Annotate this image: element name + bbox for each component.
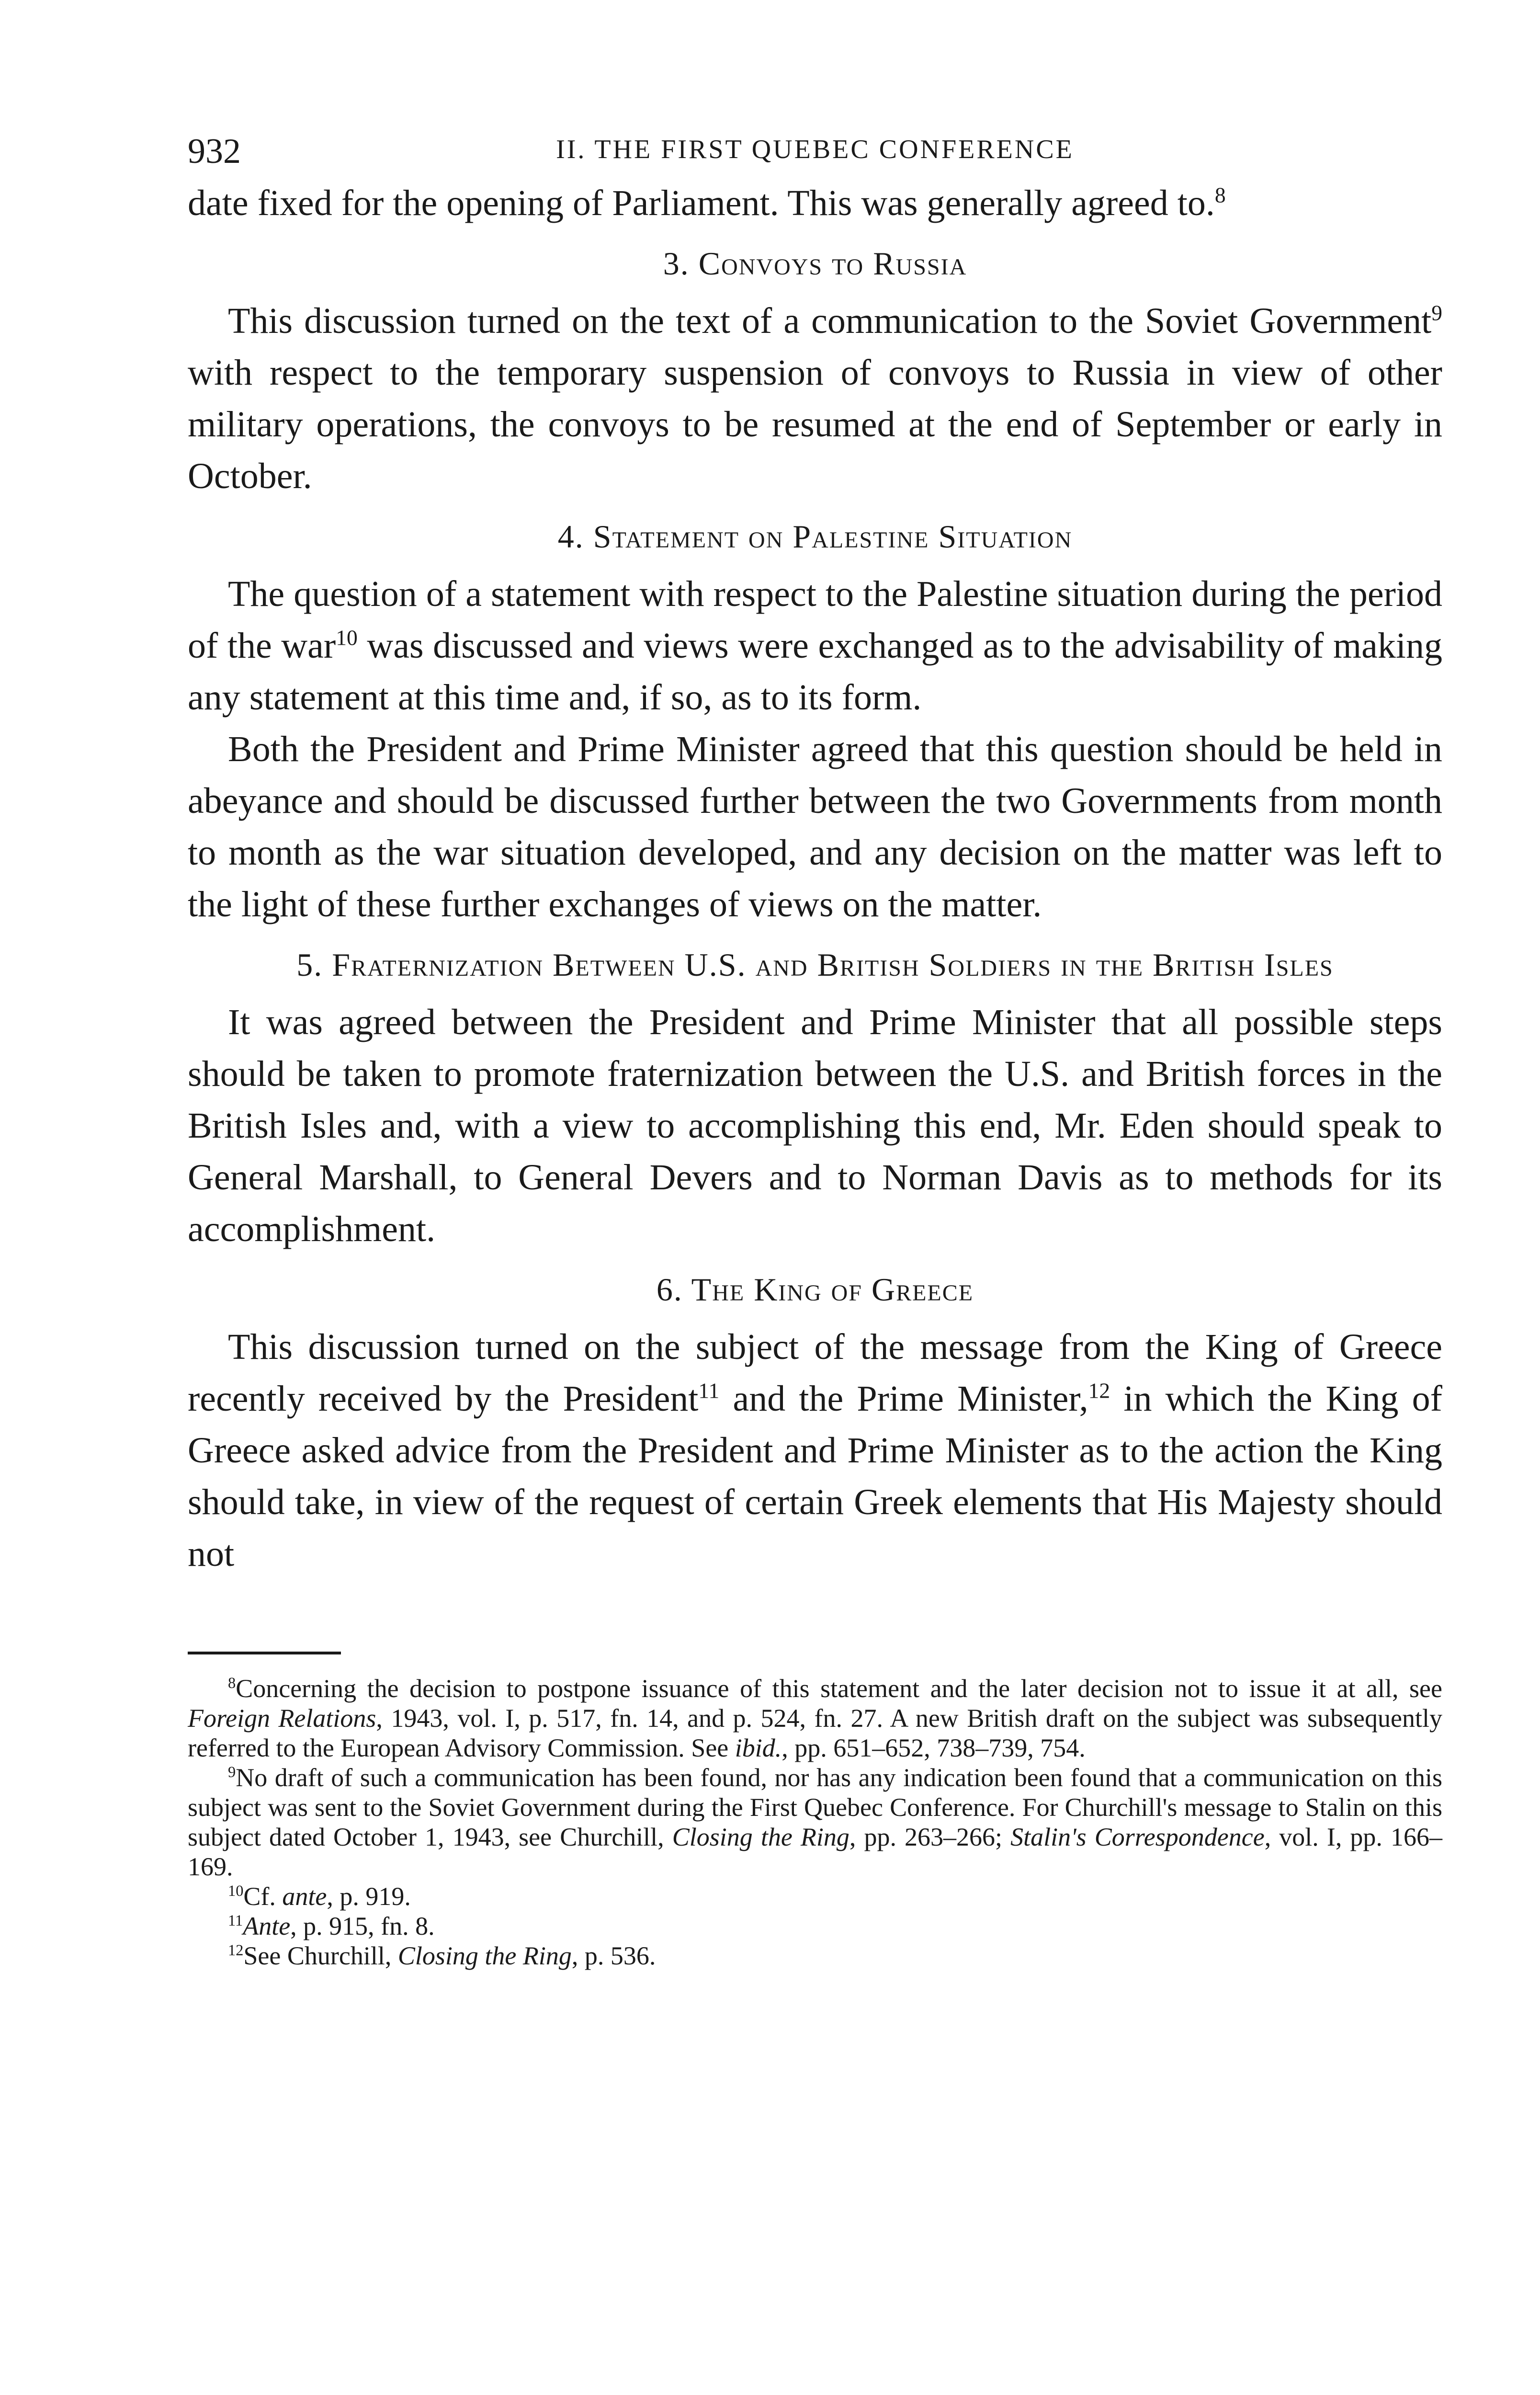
footnote-12: $^{12}$See Churchill, Closing the Ring, p. 536. [228,1941,656,1970]
footnote-ref-9: 9 [1431,300,1442,325]
footnote-11: $^{11}$Ante, p. 915, fn. 8. [228,1912,435,1940]
footnote-ref-8: 8 [1214,182,1226,207]
footnote-divider [188,1652,341,1654]
paragraph-continued: date fixed for the opening of Parliament. This was generally agreed to.$^8$ [188,182,1226,223]
footnote-8: $^8$Concerning the decision to postpone issuance of this statement and the later decision not to issue it at all, see Foreign Relations, 1943, vol. I, p. 517, fn. 14, and p. 524, fn. 27. A new British draft on the subject was subsequently referred to the European Advisory Commission. See ibid., pp. 651–652, 738–739, 754. [188,1674,1442,1762]
page-header [188,120,1442,177]
section-heading-king-of-greece: 6. The King of Greece [656,1271,974,1308]
footnote-ref-10: 10 [336,625,358,650]
footnote-9: $^9$No draft of such a communication has been found, nor has any indication been found that a communication on this subject was sent to the Soviet Government during the First Quebec Conference. For Churchill's message to Stalin on this subject dated October 1, 1943, see Churchill, Closing the Ring, pp. 263–266; Stalin's Correspondence, vol. I, pp. 166–169. [188,1763,1442,1881]
paragraph-convoys: This discussion turned on the text of a communication to the Soviet Government$^9$ with respect to the temporary suspension of convoys to Russia in view of other military operations, the convoys to be resumed at the end of September or early in October. [188,300,1442,496]
section-heading-convoys: 3. Convoys to Russia [663,245,967,282]
page-number: 932 [188,132,241,171]
section-heading-fraternization: 5. Fraternization Between U.S. and British Soldiers in the British Isles [296,947,1334,983]
section-heading-palestine: 4. Statement on Palestine Situation [557,518,1073,555]
paragraph-king-of-greece: This discussion turned on the subject of the message from the King of Greece recently received by the President$^{11}$ and the Prime Minister,$^{12}$ in which the King of Greece asked advice from the President and Prime Minister as to the action the King should take, in view of the request of certain Greek elements that His Majesty should not [188,1327,1442,1574]
running-head: II. THE FIRST QUEBEC CONFERENCE [556,135,1074,164]
footnote-ref-11: 11 [698,1378,720,1403]
footnote-10: $^{10}$Cf. ante, p. 919. [228,1882,411,1911]
document-page [188,120,1442,1971]
body-text [188,177,1442,1580]
paragraph-fraternization: It was agreed between the President and Prime Minister that all possible steps should be taken to promote fraternization between the U.S. and British forces in the British Isles and, with a view to accomplishing this end, Mr. Eden should speak to General Marshall, to General Devers and to Norman Davis as to methods for its accomplishment. [188,1002,1442,1249]
footnote-ref-12: 12 [1088,1378,1110,1403]
footnotes [188,1674,1442,1971]
paragraph-palestine-1: The question of a statement with respect to the Palestine situation during the period of the war$^{10}$ was discussed and views were exchanged as to the advisability of making any statement at this time and, if so, as to its form. [188,574,1442,718]
paragraph-palestine-2: Both the President and Prime Minister agreed that this question should be held in abeyance and should be discussed further between the two Governments from month to month as the war situation developed, and any decision on the matter was left to the light of these further exchanges of views on the matter. [188,729,1442,924]
